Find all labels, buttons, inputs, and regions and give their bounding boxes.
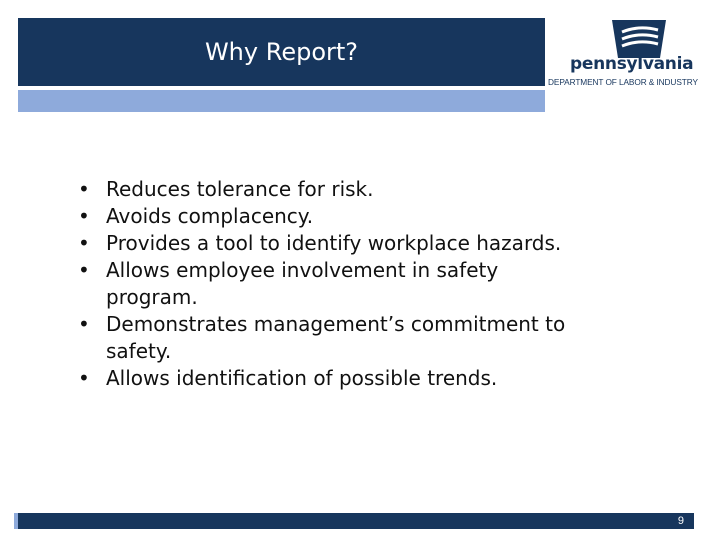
title-accent-bar xyxy=(18,90,545,112)
bullet-item: • Avoids complacency. xyxy=(78,203,678,230)
bullet-item: • Allows employee involvement in safety program. xyxy=(78,257,586,311)
title-bar xyxy=(18,18,545,86)
logo-wordmark: pennsylvania xyxy=(570,54,694,74)
bullet-item: • Provides a tool to identify workplace hazards. xyxy=(78,230,678,257)
bullet-item: • Allows identification of possible trends. xyxy=(78,365,678,392)
slide-title: Why Report? xyxy=(204,38,359,66)
logo-department: DEPARTMENT OF LABOR & INDUSTRY xyxy=(548,77,698,87)
pa-logo xyxy=(548,18,710,92)
bullet-item: • Reduces tolerance for risk. xyxy=(78,176,678,203)
bullet-item: • Demonstrates management’s commitment to safety. xyxy=(78,311,626,365)
footer-bar xyxy=(18,513,694,529)
bullet-list xyxy=(78,176,678,392)
page-number: 9 xyxy=(677,515,684,527)
